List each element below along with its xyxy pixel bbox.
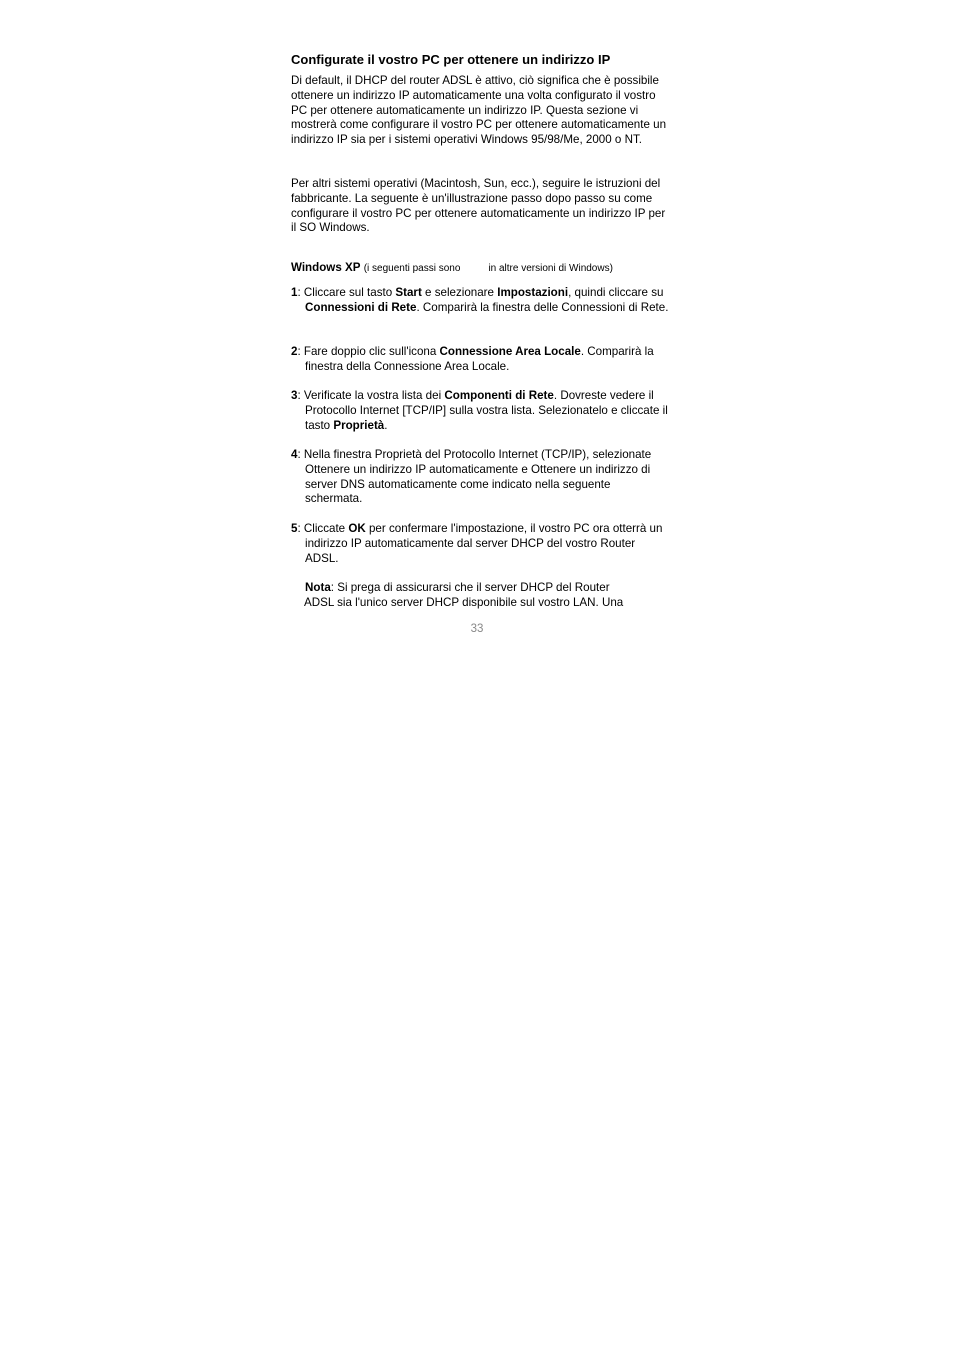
page-number: 33 (470, 623, 484, 635)
intro-paragraph: Di default, il DHCP del router ADSL è attivo, ciò significa che è possibile ottenere un indirizzo IP automaticamente una volta configurato il vostro PC per ottenere automaticamente un indirizzo IP. Questa sezione vi mostrerà come configurare il vostro PC per ottenere automaticamente un indirizzo IP sia per i sistemi operativi Windows 95/98/Me, 2000 o NT. (291, 74, 667, 147)
windows-xp-note-a: (i seguenti passi sono (363, 263, 461, 274)
windows-xp-line (291, 261, 671, 286)
note-paragraph: Nota: Si prega di assicurarsi che il server DHCP del Router ADSL sia l'unico server DHCP disponibile sul vostro LAN. Una (304, 581, 624, 609)
document-page (291, 52, 671, 611)
section-heading: Configurate il vostro PC per ottenere un indirizzo IP (291, 52, 611, 67)
step-3: 3: Verificate la vostra lista dei Componenti di Rete. Dovreste vedere il Protocollo Internet [TCP/IP] sulla vostra lista. Selezionatelo e cliccate il tasto Proprietà. (291, 389, 668, 432)
step-5: 5: Cliccate OK per confermare l'impostazione, il vostro PC ora otterrà un indirizzo IP automaticamente dal server DHCP del vostro Router ADSL. (291, 522, 663, 565)
step-4: 4: Nella finestra Proprietà del Protocollo Internet (TCP/IP), selezionate Ottenere un indirizzo IP automaticamente e Ottenere un indirizzo di server DNS automaticamente come indicato nella seguente schermata. (291, 448, 652, 506)
other-os-paragraph: Per altri sistemi operativi (Macintosh, Sun, ecc.), seguire le istruzioni del fabbricante. La seguente è un'illustrazione passo dopo passo su come configurare il vostro PC per ottenere automaticamente un indirizzo IP per il SO Windows. (291, 177, 666, 235)
windows-xp-note-b: in altre versioni di Windows) (488, 263, 613, 274)
step-2: 2: Fare doppio clic sull'icona Connessione Area Locale. Comparirà la finestra della Connessione Area Locale. (291, 345, 654, 373)
windows-xp-label: Windows XP (291, 261, 361, 274)
step-1: 1: Cliccare sul tasto Start e selezionare Impostazioni, quindi cliccare su Connessioni di Rete. Comparirà la finestra delle Connessioni di Rete. (291, 286, 669, 314)
note-label: Nota (305, 581, 331, 594)
